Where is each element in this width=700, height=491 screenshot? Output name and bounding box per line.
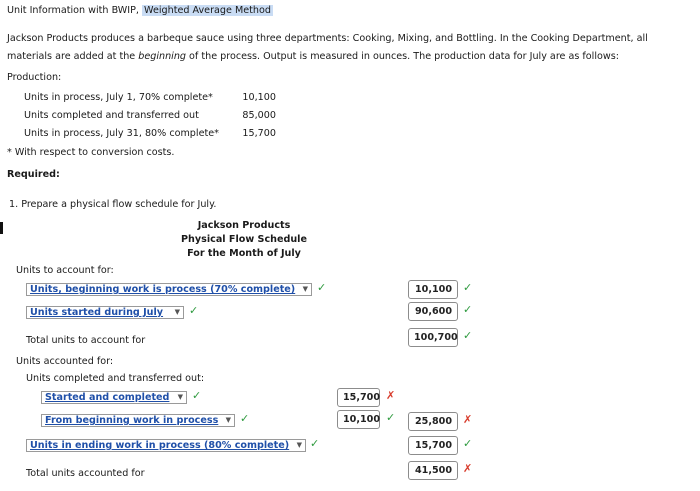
chevron-down-icon: ▼ — [296, 441, 302, 449]
cross-icon: ✗ — [386, 389, 396, 402]
chevron-down-icon: ▼ — [177, 393, 183, 401]
schedule-period: For the Month of July — [187, 248, 301, 259]
from-beginning-select-value: From beginning work in process — [45, 415, 219, 426]
page-title — [7, 5, 273, 16]
check-icon: ✓ — [310, 437, 320, 450]
beginning-wip-input[interactable]: 10,100 — [408, 280, 458, 299]
total-to-account-label: Total units to account for — [26, 335, 146, 346]
started-and-completed-select[interactable] — [41, 391, 187, 404]
production-row-label: Units in process, July 1, 70% complete* — [24, 92, 213, 103]
beginning-wip-select-value: Units, beginning work is process (70% complete) — [30, 284, 296, 295]
units-to-account-heading: Units to account for: — [16, 265, 114, 276]
production-row-value: 15,700 — [242, 128, 276, 139]
check-icon: ✓ — [189, 304, 199, 317]
schedule-name: Physical Flow Schedule — [181, 234, 307, 245]
from-beginning-wip-input[interactable]: 10,100 — [337, 410, 380, 429]
started-during-july-input[interactable]: 90,600 — [408, 302, 458, 321]
intro-paragraph — [7, 30, 695, 66]
cross-icon: ✗ — [463, 462, 473, 475]
production-label: Production: — [7, 72, 62, 83]
ending-wip-select-value: Units in ending work in process (80% complete) — [30, 440, 290, 451]
left-edge-marker — [0, 222, 3, 234]
production-row-value: 85,000 — [242, 110, 276, 121]
check-icon: ✓ — [463, 303, 473, 316]
started-completed-select-value: Started and completed — [45, 392, 170, 403]
cross-icon: ✗ — [463, 413, 473, 426]
check-icon: ✓ — [463, 437, 473, 450]
total-accounted-input[interactable]: 41,500 — [408, 461, 458, 480]
required-label: Required: — [7, 169, 60, 180]
total-to-account-input[interactable]: 100,700 — [408, 328, 458, 347]
total-accounted-label: Total units accounted for — [26, 468, 145, 479]
completed-transferred-label: Units completed and transferred out: — [26, 373, 205, 384]
chevron-down-icon: ▼ — [302, 285, 308, 293]
production-row-label: Units in process, July 31, 80% complete* — [24, 128, 219, 139]
from-beginning-wip-select[interactable] — [41, 414, 235, 427]
production-row-label: Units completed and transferred out — [24, 110, 199, 121]
production-row-value: 10,100 — [242, 92, 276, 103]
chevron-down-icon: ▼ — [174, 308, 180, 316]
beginning-wip-select[interactable] — [26, 283, 312, 296]
check-icon: ✓ — [386, 411, 396, 424]
chevron-down-icon: ▼ — [225, 416, 231, 424]
intro-emphasis: beginning — [138, 51, 186, 62]
title-highlight: Weighted Average Method — [144, 5, 271, 16]
question-text: 1. Prepare a physical flow schedule for July. — [9, 199, 217, 210]
ending-wip-select[interactable] — [26, 439, 306, 452]
check-icon: ✓ — [317, 281, 327, 294]
started-select-value: Units started during July — [30, 307, 164, 318]
check-icon: ✓ — [192, 389, 202, 402]
completed-total-input[interactable]: 25,800 — [408, 412, 458, 431]
check-icon: ✓ — [463, 329, 473, 342]
intro-p2: of the process. Output is measured in ounces. The production data for July are as follows: — [186, 51, 619, 62]
units-accounted-heading: Units accounted for: — [16, 356, 114, 367]
started-and-completed-input[interactable]: 15,700 — [337, 388, 380, 407]
started-during-july-select[interactable] — [26, 306, 184, 319]
check-icon: ✓ — [240, 412, 250, 425]
ending-wip-input[interactable]: 15,700 — [408, 436, 458, 455]
footnote: * With respect to conversion costs. — [7, 147, 175, 158]
title-prefix: Unit Information with BWIP, — [7, 5, 139, 16]
intro-p1: Jackson Products produces a barbeque sauce using three departments: Cooking, Mixing, and Bottling. In the Cooking Department, all materials are added at the — [7, 33, 648, 62]
check-icon: ✓ — [463, 281, 473, 294]
schedule-company: Jackson Products — [197, 220, 291, 231]
